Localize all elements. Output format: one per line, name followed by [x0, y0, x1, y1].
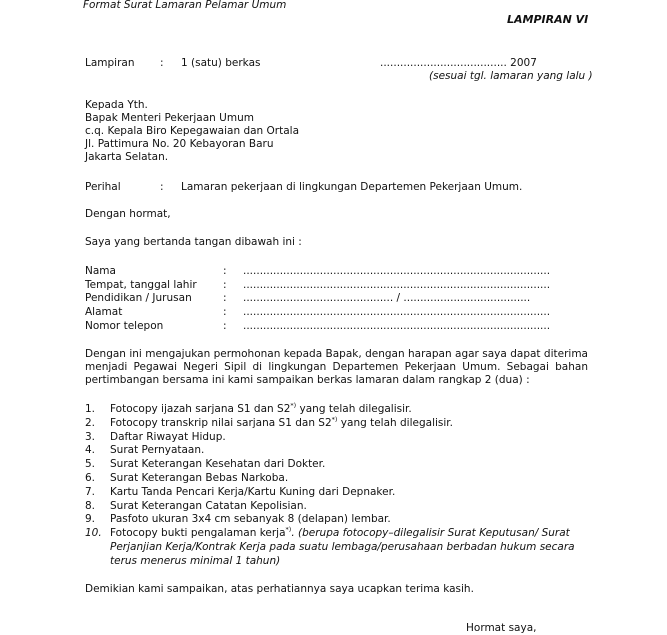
recipient-line: c.q. Kepala Biro Kepegawaian dan Ortala [85, 125, 300, 137]
subject-colon: : [160, 181, 164, 193]
date-line: ...................................... 2007 [380, 57, 537, 69]
list-item-number: 6. [85, 472, 96, 484]
list-item-note: terus menerus minimal 1 tahun) [110, 555, 281, 567]
field-colon: : [223, 292, 227, 304]
list-item-note: Perjanjian Kerja/Kontrak Kerja pada suatu lembaga/perusahaan berbadan hukum secara [110, 541, 575, 553]
attachment-label: Lampiran [85, 57, 135, 69]
list-item-number: 4. [85, 444, 96, 456]
list-item-number: 3. [85, 431, 96, 443]
list-item-number: 9. [85, 513, 96, 525]
field-label-address: Alamat [85, 306, 123, 318]
list-item-number: 8. [85, 500, 96, 512]
attachment-colon: : [160, 57, 164, 69]
field-value-address: ............................................................................................ [243, 306, 551, 318]
field-label-name: Nama [85, 265, 116, 277]
list-item-number: 5. [85, 458, 96, 470]
appendix-label: LAMPIRAN VI [507, 13, 589, 26]
field-value-name: ............................................................................................ [243, 265, 551, 277]
recipient-line: Jl. Pattimura No. 20 Kebayoran Baru [85, 138, 274, 150]
field-label-education: Pendidikan / Jurusan [85, 292, 192, 304]
field-value-education: ............................................. / ...................................... [243, 292, 531, 304]
recipient-line: Kepada Yth. [85, 99, 148, 111]
list-item: Surat Pernyataan. [110, 444, 205, 456]
list-item: Surat Keterangan Bebas Narkoba. [110, 472, 289, 484]
field-value-birth: ............................................................................................ [243, 279, 551, 291]
date-note: (sesuai tgl. lamaran yang lalu ) [429, 70, 593, 82]
list-item-number: 1. [85, 403, 96, 415]
list-item-number: 10. [85, 527, 102, 539]
subject-value: Lamaran pekerjaan di lingkungan Departemen Pekerjaan Umum. [181, 181, 523, 193]
intro-text: Saya yang bertanda tangan dibawah ini : [85, 236, 302, 248]
list-item: Surat Keterangan Kesehatan dari Dokter. [110, 458, 326, 470]
greeting: Dengan hormat, [85, 208, 171, 220]
field-colon: : [223, 279, 227, 291]
list-item-number: 2. [85, 417, 96, 429]
list-item: Surat Keterangan Catatan Kepolisian. [110, 500, 307, 512]
list-item-number: 7. [85, 486, 96, 498]
field-value-phone: ............................................................................................ [243, 320, 551, 332]
field-label-phone: Nomor telepon [85, 320, 164, 332]
field-colon: : [223, 265, 227, 277]
list-item: Daftar Riwayat Hidup. [110, 431, 226, 443]
list-item: Kartu Tanda Pencari Kerja/Kartu Kuning dari Depnaker. [110, 486, 396, 498]
closing-text: Demikian kami sampaikan, atas perhatiannya saya ucapkan terima kasih. [85, 583, 474, 595]
list-item: Fotocopy transkrip nilai sarjana S1 dan S2*) yang telah dilegalisir. [110, 415, 453, 429]
subject-label: Perihal [85, 181, 121, 193]
list-item: Fotocopy ijazah sarjana S1 dan S2*) yang telah dilegalisir. [110, 401, 412, 415]
body-paragraph: Dengan ini mengajukan permohonan kepada Bapak, dengan harapan agar saya dapat diterima menjadi Pegawai Negeri Sipil di lingkungan Departemen Pekerjaan Umum. Sebagai bahan pertimbangan bersama ini kami sampaikan berkas lamaran dalam rangkap 2 (dua) : [85, 348, 588, 386]
field-colon: : [223, 306, 227, 318]
list-item: Fotocopy bukti pengalaman kerja*). (berupa fotocopy–dilegalisir Surat Keputusan/ Surat [110, 525, 570, 539]
recipient-line: Jakarta Selatan. [85, 151, 169, 163]
list-item: Pasfoto ukuran 3x4 cm sebanyak 8 (delapan) lembar. [110, 513, 391, 525]
format-title: Format Surat Lamaran Pelamar Umum [83, 0, 287, 11]
recipient-line: Bapak Menteri Pekerjaan Umum [85, 112, 254, 124]
field-label-birth: Tempat, tanggal lahir [85, 279, 197, 291]
attachment-value: 1 (satu) berkas [181, 57, 261, 69]
field-colon: : [223, 320, 227, 332]
signoff: Hormat saya, [466, 622, 537, 634]
